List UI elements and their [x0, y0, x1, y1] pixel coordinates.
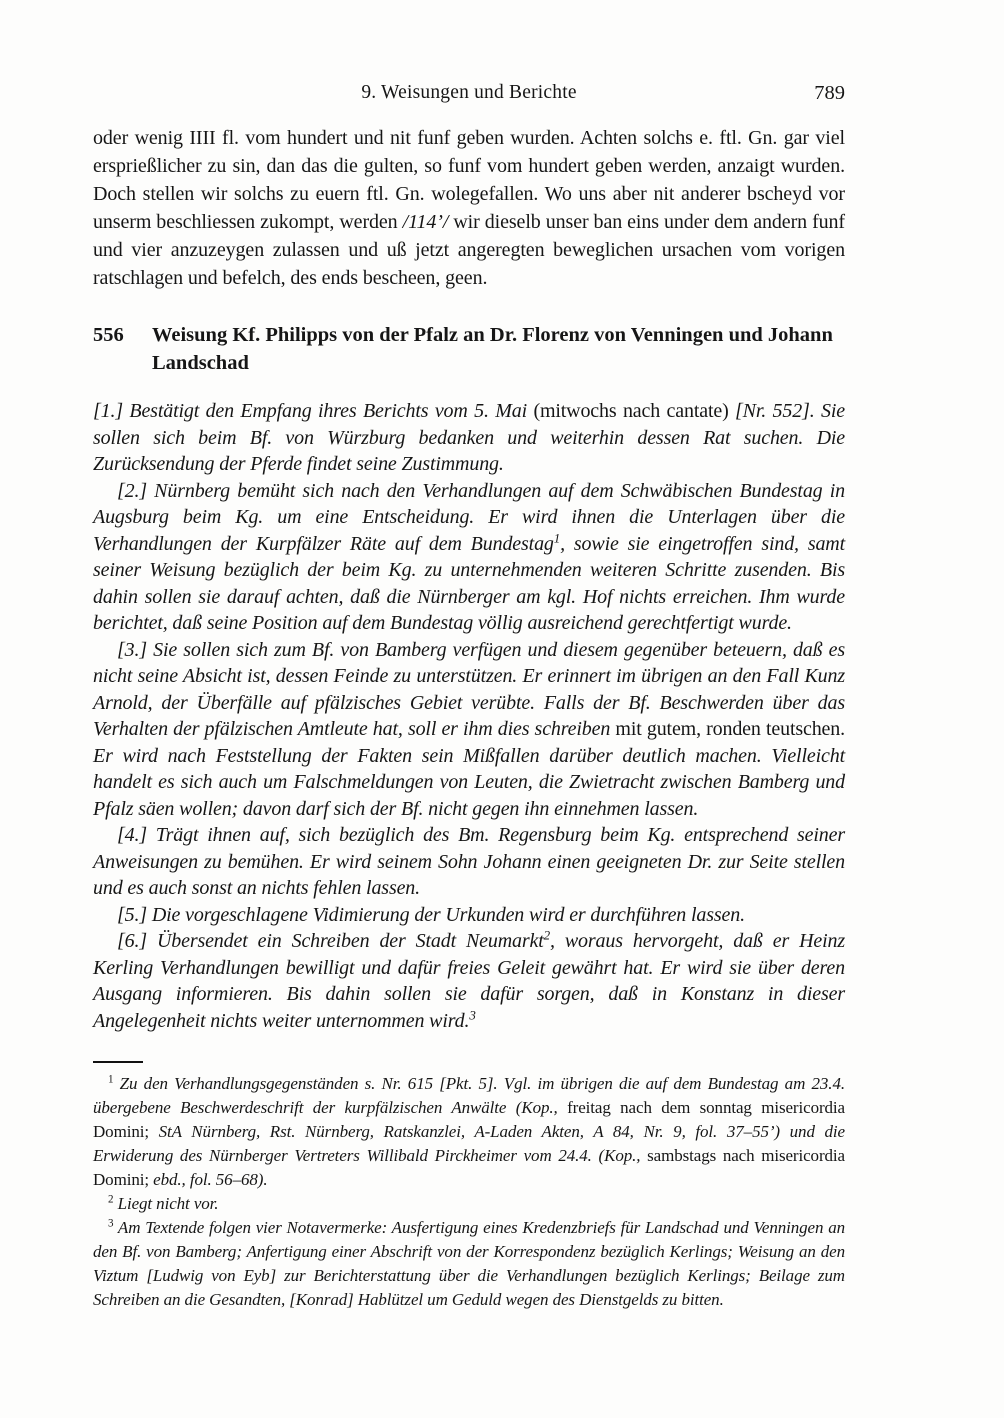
- section-title: 9. Weisungen und Berichte: [361, 82, 577, 103]
- footnote-separator: [93, 1061, 143, 1063]
- entry-number: 556: [93, 324, 124, 346]
- footnote-2: $^2$ Liegt nicht vor.: [108, 1193, 219, 1213]
- text-block: [93, 0, 845, 1312]
- document-body: [93, 124, 845, 292]
- footnote-3: $^3$ Am Textende folgen vier Notavermerke: Ausfertigung eines Kredenzbriefs für Landschad und Venningen an den Bf. von Bamberg; Anfertigung einer Abschrift von der Korrespondenz bezüglich Kerlings; Weisung an den Viztum [Ludwig von Eyb] zur Berichterstattung über die Verhandlungen bezüglich Kerlings; Beilage zum Schreiben an die Gesandten, [Konrad] Hablützel um Geduld wegen des Dienstgelds zu bitten.: [93, 1217, 845, 1309]
- entry-heading: [93, 322, 845, 377]
- regest-paragraph-5: [5.] Die vorgeschlagene Vidimierung der Urkunden wird er durchführen lassen.: [117, 903, 745, 926]
- running-header: [93, 80, 845, 106]
- page-number: 789: [814, 82, 845, 104]
- regest-summary: [93, 398, 845, 1034]
- footnotes: [93, 1072, 845, 1312]
- regest-paragraph-2: [2.] Nürnberg bemüht sich nach den Verhandlungen auf dem Schwäbischen Bundestag in Augsburg beim Kg. um eine Entscheidung. Er wird ihnen die Unterlagen über die Verhandlungen der Kurpfälzer Räte auf dem Bundestag$^1$, sowie sie eingetroffen sind, samt seiner Weisung bezüglich der beim Kg. zu unternehmenden weiteren Schritte zusenden. Bis dahin sollen sie darauf achten, daß die Nürnberger am kgl. Hof nichts erreichen. Ihm wurde berichtet, daß seine Position auf dem Bundestag völlig ausreichend gerechtfertigt wurde.: [93, 479, 846, 634]
- regest-paragraph-3: [3.] Sie sollen sich zum Bf. von Bamberg verfügen und diesem gegenüber beteuern, daß es nicht seine Absicht ist, dessen Feinde zu unterstützen. Er erinnert im übrigen an den Fall Kunz Arnold, der Überfälle auf pfälzisches Gebiet verübte. Falls der Bf. Beschwerden über das Verhalten der pfälzischen Amtleute hat, soll er ihm dies schreiben mit gutem, ronden teutschen. Er wird nach Feststellung der Fakten sein Mißfallen darüber deutlich machen. Vielleicht handelt es sich auch um Falschmeldungen von Leuten, die Zwietracht zwischen Bamberg und Pfalz säen wollen; davon darf sich der Bf. nicht gegen ihn einnehmen lassen.: [93, 638, 845, 820]
- regest-paragraph-1: [1.] Bestätigt den Empfang ihres Berichts vom 5. Mai (mitwochs nach cantate) [Nr. 552]. Sie sollen sich beim Bf. von Würzburg bedanken und weiterhin dessen Rat suchen. Die Zurücksendung der Pferde findet seine Zustimmung.: [93, 400, 845, 475]
- footnote-1: $^1$ Zu den Verhandlungsgegenständen s. Nr. 615 [Pkt. 5]. Vgl. im übrigen die auf dem Bundestag am 23.4. übergebene Beschwerdeschrift der kurpfälzischen Anwälte (Kop., freitag nach dem sonntag misericordia Domini; StA Nürnberg, Rst. Nürnberg, Ratskanzlei, A-Laden Akten, A 84, Nr. 9, fol. 37–55’) und die Erwiderung des Nürnberger Vertreters Willibald Pirckheimer vom 24.4. (Kop., sambstags nach misericordia Domini; ebd., fol. 56–68).: [93, 1073, 845, 1189]
- entry-title: Weisung Kf. Philipps von der Pfalz an Dr. Florenz von Venningen und Johann Landschad: [152, 324, 833, 374]
- regest-paragraph-6: [6.] Übersendet ein Schreiben der Stadt Neumarkt$^2$, woraus hervorgeht, daß er Heinz Kerling Verhandlungen bewilligt und dafür freies Geleit gewährt hat. Er wird sie über deren Ausgang informieren. Bis dahin sollen sie dafür sorgen, daß in Konstanz in dieser Angelegenheit nichts weiter unternommen wird.$^3$: [93, 927, 845, 1032]
- intro-paragraph: oder wenig IIII fl. vom hundert und nit funf geben wurden. Achten solchs e. ftl. Gn. gar viel ersprießlicher zu sin, dan das die gulten, so funf vom hundert geben werden, anzaigt wurden. Doch stellen wir solchs zu euern ftl. Gn. wolegefallen. Wo uns aber nit anderer bscheyd vor unserm beschliessen zukompt, werden /114’/ wir dieselb unser ban eins under dem andern funf und vier anzuzeygen zulassen und uß jetzt angeregten beweglichen ursachen vom vorigen ratschlagen und befelch, des ends bescheen, geen.: [93, 127, 845, 289]
- regest-paragraph-4: [4.] Trägt ihnen auf, sich bezüglich des Bm. Regensburg beim Kg. entsprechend seiner Anweisungen zu bemühen. Er wird seinem Sohn Johann einen geeigneten Dr. zur Seite stellen und es auch sonst an nichts fehlen lassen.: [93, 824, 845, 899]
